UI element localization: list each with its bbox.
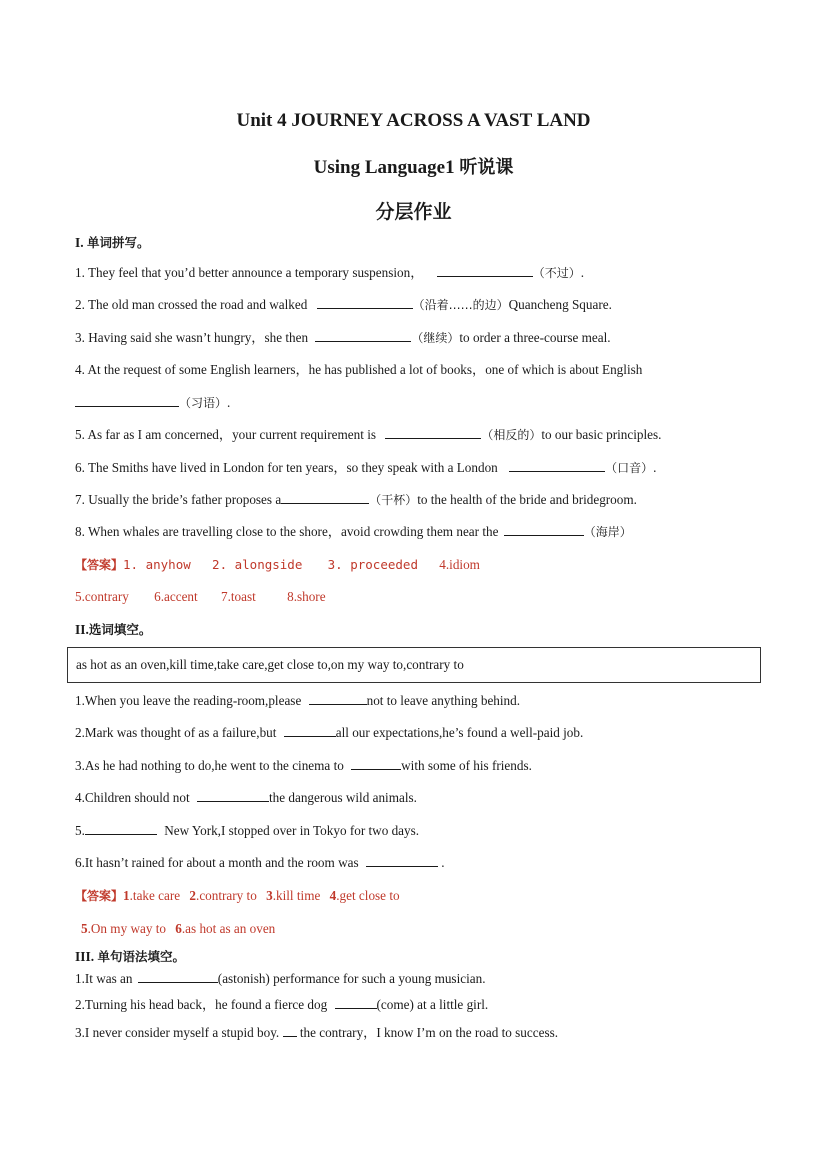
document-title: Unit 4 JOURNEY ACROSS A VAST LAND xyxy=(236,110,591,131)
answer-item: 8.shore xyxy=(287,589,326,604)
s1-item-4-post: . xyxy=(227,395,231,410)
answer-blank[interactable] xyxy=(197,789,269,802)
s3-item-2 xyxy=(75,996,488,1014)
word-bank-box xyxy=(67,647,761,683)
answer-blank[interactable] xyxy=(281,491,369,504)
answer-blank[interactable] xyxy=(85,822,157,835)
s1-item-5 xyxy=(75,426,661,444)
s3-item-3-text: 3.I never consider myself a stupid boy. xyxy=(75,1025,280,1040)
section-1-title: 单词拼写。 xyxy=(87,235,150,250)
answer-item: 6.accent xyxy=(154,589,198,604)
s3-item-2-text: 2.Turning his head back，he found a fierce dog xyxy=(75,997,328,1012)
s3-item-1 xyxy=(75,970,486,988)
answer-blank[interactable] xyxy=(509,459,605,472)
answer-blank[interactable] xyxy=(504,523,584,536)
answer-blank[interactable] xyxy=(351,757,401,770)
s1-item-2-text: 2. The old man crossed the road and walked xyxy=(75,297,308,312)
answer-item: .take care xyxy=(129,888,181,903)
answer-blank[interactable] xyxy=(335,996,377,1009)
s1-item-1-post: . xyxy=(580,265,584,280)
answer-item: 1. anyhow xyxy=(123,557,191,572)
answer-item: .as hot as an oven xyxy=(181,921,276,936)
section-2-heading xyxy=(75,621,151,639)
s1-answers-line-1 xyxy=(75,556,480,574)
s2-item-3-text: 3.As he had nothing to do,he went to the cinema to xyxy=(75,758,344,773)
s1-item-5-text: 5. As far as I am concerned，your current requirement is xyxy=(75,427,377,442)
s3-item-3-post: the contrary，I know I’m on the road to success. xyxy=(299,1025,559,1040)
answer-blank[interactable] xyxy=(284,724,336,737)
s1-item-1 xyxy=(75,264,584,282)
answer-item: .On my way to xyxy=(87,921,166,936)
answer-item: 7.toast xyxy=(220,589,256,604)
answer-number: 3 xyxy=(266,888,273,903)
s2-item-1 xyxy=(75,692,520,710)
s1-item-2-hint: （沿着……的边） xyxy=(412,298,509,312)
subtitle-chinese: 听说课 xyxy=(459,157,514,178)
s2-answers-line-2 xyxy=(81,920,275,938)
answer-item: 3. proceeded xyxy=(327,557,418,572)
s2-item-6-text: 6.It hasn’t rained for about a month and the room was xyxy=(75,855,359,870)
s1-item-6-text: 6. The Smiths have lived in London for ten years，so they speak with a London xyxy=(75,460,498,475)
s2-item-3 xyxy=(75,757,532,775)
document-subtitle xyxy=(0,153,827,179)
s2-item-2-post: all our expectations,he’s found a well-paid job. xyxy=(335,725,584,740)
section-3-title: 单句语法填空。 xyxy=(97,949,186,964)
section-3-number: III. xyxy=(75,949,95,964)
s3-item-2-post: (come) at a little girl. xyxy=(376,997,489,1012)
answer-item: .contrary to xyxy=(196,888,257,903)
answer-item: .get close to xyxy=(336,888,400,903)
s2-item-3-post: with some of his friends. xyxy=(401,758,532,773)
answer-number: 1 xyxy=(123,888,130,903)
s1-item-1-text: 1. They feel that you’d better announce a temporary suspension， xyxy=(75,265,424,280)
answer-number: 6 xyxy=(175,921,182,936)
s3-item-3 xyxy=(75,1024,558,1042)
answer-blank[interactable] xyxy=(138,970,218,983)
answer-number: 2 xyxy=(189,888,197,903)
s1-item-4-text: 4. At the request of some English learners，he has published a lot of books，one of which is about English xyxy=(75,362,643,377)
s1-item-8-text: 8. When whales are travelling close to the shore，avoid crowding them near the xyxy=(75,524,499,539)
answer-blank[interactable] xyxy=(385,426,481,439)
s1-item-1-hint: （不过） xyxy=(532,266,581,280)
s1-item-3 xyxy=(75,329,611,347)
s2-item-6-post: . xyxy=(441,855,445,870)
s1-item-4-continued xyxy=(75,394,230,412)
answer-item: 2. alongside xyxy=(212,557,303,572)
section-3-heading xyxy=(75,948,185,966)
s1-item-8-hint: （海岸） xyxy=(583,525,632,539)
answer-blank[interactable] xyxy=(283,1024,297,1037)
s1-item-4-hint: （习语） xyxy=(179,396,228,410)
s1-item-2 xyxy=(75,296,612,314)
s1-item-5-post: to our basic principles. xyxy=(541,427,662,442)
subtitle-english: Using Language1 xyxy=(313,157,455,178)
answer-label: 【答案】 xyxy=(75,558,124,572)
s1-item-7-post: to the health of the bride and bridegroom. xyxy=(417,492,637,507)
s2-item-1-post: not to leave anything behind. xyxy=(366,693,521,708)
s1-item-7-text: 7. Usually the bride’s father proposes a xyxy=(75,492,282,507)
answer-blank[interactable] xyxy=(75,394,179,407)
s1-item-6-hint: （口音） xyxy=(605,461,654,475)
s2-item-2 xyxy=(75,724,583,742)
section-2-number: II. xyxy=(75,622,89,637)
answer-item: 5.contrary xyxy=(75,589,129,604)
answer-label: 【答案】 xyxy=(75,889,124,903)
answer-blank[interactable] xyxy=(366,854,438,867)
s2-item-5-text: 5. xyxy=(75,823,85,838)
homework-heading: 分层作业 xyxy=(375,201,452,223)
s1-item-2-post: Quancheng Square. xyxy=(508,297,612,312)
s2-item-1-text: 1.When you leave the reading-room,please xyxy=(75,693,302,708)
s2-item-5 xyxy=(75,822,419,840)
s1-item-6 xyxy=(75,459,656,477)
s1-item-6-post: . xyxy=(653,460,657,475)
s2-item-4 xyxy=(75,789,417,807)
s2-answers-line-1 xyxy=(75,887,400,905)
s1-item-5-hint: （相反的） xyxy=(481,428,542,442)
answer-blank[interactable] xyxy=(437,264,533,277)
s1-item-3-hint: （继续） xyxy=(411,331,460,345)
s1-item-7 xyxy=(75,491,637,509)
s3-item-1-post: (astonish) performance for such a young musician. xyxy=(217,971,486,986)
s1-item-3-text: 3. Having said she wasn’t hungry，she then xyxy=(75,330,309,345)
s1-item-4 xyxy=(75,361,642,379)
s2-item-4-text: 4.Children should not xyxy=(75,790,190,805)
answer-number: 4 xyxy=(329,888,337,903)
answer-number: 5 xyxy=(81,921,88,936)
answer-blank[interactable] xyxy=(315,329,411,342)
s3-item-1-text: 1.It was an xyxy=(75,971,133,986)
answer-item: .kill time xyxy=(272,888,321,903)
section-2-title: 选词填空。 xyxy=(88,622,152,637)
s1-item-3-post: to order a three-course meal. xyxy=(459,330,611,345)
answer-blank[interactable] xyxy=(317,296,413,309)
s1-item-8 xyxy=(75,523,632,541)
s1-item-7-hint: （干杯） xyxy=(369,493,418,507)
answer-blank[interactable] xyxy=(309,692,367,705)
s2-item-2-text: 2.Mark was thought of as a failure,but xyxy=(75,725,277,740)
s2-item-6 xyxy=(75,854,444,872)
s2-item-5-post: New York,I stopped over in Tokyo for two days. xyxy=(164,823,420,838)
section-1-heading xyxy=(75,234,150,252)
word-bank-text: as hot as an oven,kill time,take care,get close to,on my way to,contrary to xyxy=(76,657,464,672)
s2-item-4-post: the dangerous wild animals. xyxy=(268,790,417,805)
answer-item: 4.idiom xyxy=(439,557,480,572)
s1-answers-line-2 xyxy=(75,588,326,606)
section-1-number: I. xyxy=(75,235,84,250)
